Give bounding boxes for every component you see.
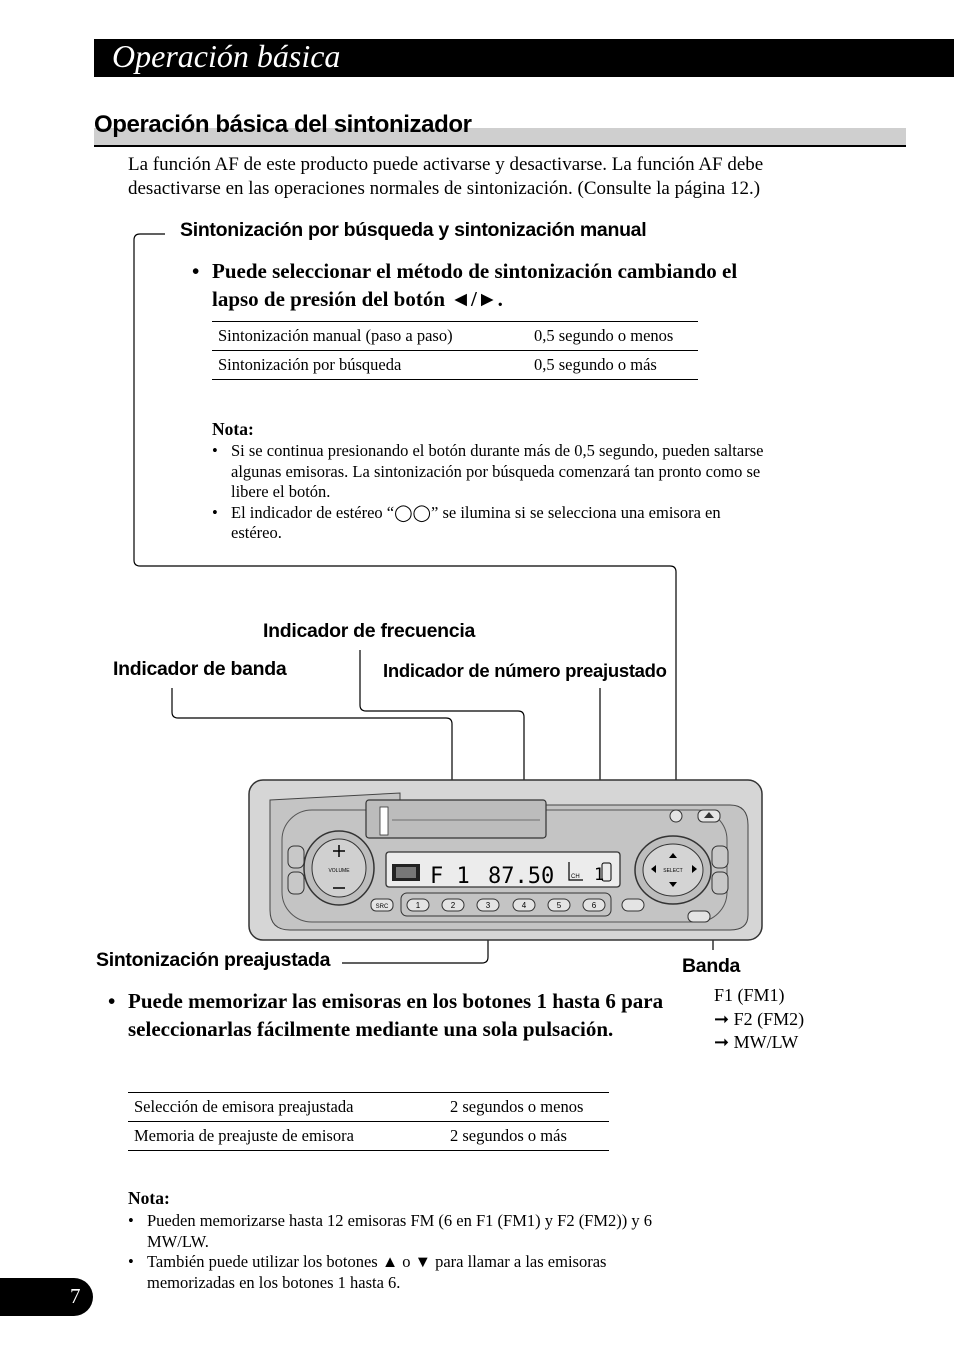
band-sequence-item: ➞ F2 (FM2)	[714, 1008, 805, 1029]
table-row	[128, 1122, 609, 1151]
preset-note	[128, 1188, 668, 1293]
preset-tuning-label: Sintonización preajustada	[96, 949, 331, 971]
band-sequence-item: F1 (FM1)	[714, 985, 785, 1005]
preset-bullet-text: Puede memorizar las emisoras en los botones 1 hasta 6 para seleccionarlas fácilmente mediante una sola pulsación.	[128, 989, 664, 1041]
header-title: Operación básica	[112, 38, 341, 74]
table-row	[212, 351, 698, 380]
table-cell: 2 segundos o más	[444, 1122, 609, 1151]
table-cell: 0,5 segundo o menos	[528, 322, 698, 351]
table-row	[128, 1093, 609, 1122]
table-cell: 0,5 segundo o más	[528, 351, 698, 380]
page-number: 7	[70, 1284, 81, 1308]
note-title: Nota:	[212, 419, 254, 439]
table-cell: 2 segundos o menos	[444, 1093, 609, 1122]
tuning-bullet: • Puede seleccionar el método de sintonización cambiando el lapso de presión del botón ◄/►.	[192, 257, 782, 313]
list-item: • También puede utilizar los botones ▲ o ▼ para llamar a las emisoras memorizadas en los botones 1 hasta 6.	[128, 1252, 668, 1293]
list-item: • Pueden memorizarse hasta 12 emisoras FM (6 en F1 (FM1) y F2 (FM2)) y 6 MW/LW.	[128, 1211, 668, 1252]
band-indicator-label: Indicador de banda	[113, 658, 287, 680]
preset-bullet: • Puede memorizar las emisoras en los botones 1 hasta 6 para seleccionarlas fácilmente mediante una sola pulsación.	[108, 987, 668, 1043]
lcd-preset: 1	[594, 865, 605, 885]
list-item: • Si se continua presionando el botón durante más de 0,5 segundo, pueden saltarse algunas emisoras. La sintonización por búsqueda comenzará tan pronto como se libere el botón.	[212, 441, 772, 503]
table-cell: Sintonización manual (paso a paso)	[212, 322, 528, 351]
frequency-indicator-label: Indicador de frecuencia	[263, 620, 475, 642]
preset-button-4-label: 4	[521, 901, 527, 910]
band-sequence	[714, 984, 804, 1055]
tuning-note	[212, 419, 772, 544]
lcd-band: F 1	[430, 864, 470, 889]
preset-button-6-label: 6	[591, 901, 597, 910]
volume-label: VOLUME	[328, 868, 350, 874]
tuning-bullet-text: Puede seleccionar el método de sintonización cambiando el lapso de presión del botón ◄/►.	[212, 259, 738, 311]
lcd-ch-label: CH	[571, 874, 580, 880]
preset-button-3-label: 3	[485, 901, 491, 910]
band-sequence-item: ➞ MW/LW	[714, 1032, 799, 1052]
src-label: SRC	[375, 904, 389, 910]
tuning-title: Sintonización por búsqueda y sintonización manual	[180, 219, 647, 241]
intro-paragraph: La función AF de este producto puede activarse y desactivarse. La función AF debe desactivarse en las operaciones normales de sintonización. (Consulte la página 12.)	[128, 154, 764, 199]
table-cell: Sintonización por búsqueda	[212, 351, 528, 380]
select-label: SELECT	[663, 868, 683, 874]
table-cell: Memoria de preajuste de emisora	[128, 1122, 444, 1151]
band-button[interactable]	[712, 872, 728, 894]
preset-number-indicator-label: Indicador de número preajustado	[383, 660, 667, 681]
tuning-table	[212, 321, 698, 380]
table-cell: Selección de emisora preajustada	[128, 1093, 444, 1122]
section-title: Operación básica del sintonizador	[94, 111, 472, 138]
preset-button-2-label: 2	[450, 901, 456, 910]
page-number-tab	[0, 1278, 93, 1316]
preset-button-5-label: 5	[556, 901, 562, 910]
note-title: Nota:	[128, 1188, 170, 1208]
preset-button-1-label: 1	[415, 901, 421, 910]
table-row	[212, 322, 698, 351]
band-label: Banda	[682, 955, 741, 977]
list-item: • El indicador de estéreo “◯◯” se ilumina si se selecciona una emisora en estéreo.	[212, 503, 772, 544]
preset-table	[128, 1092, 609, 1151]
lcd-frequency: 87.50	[488, 864, 555, 889]
